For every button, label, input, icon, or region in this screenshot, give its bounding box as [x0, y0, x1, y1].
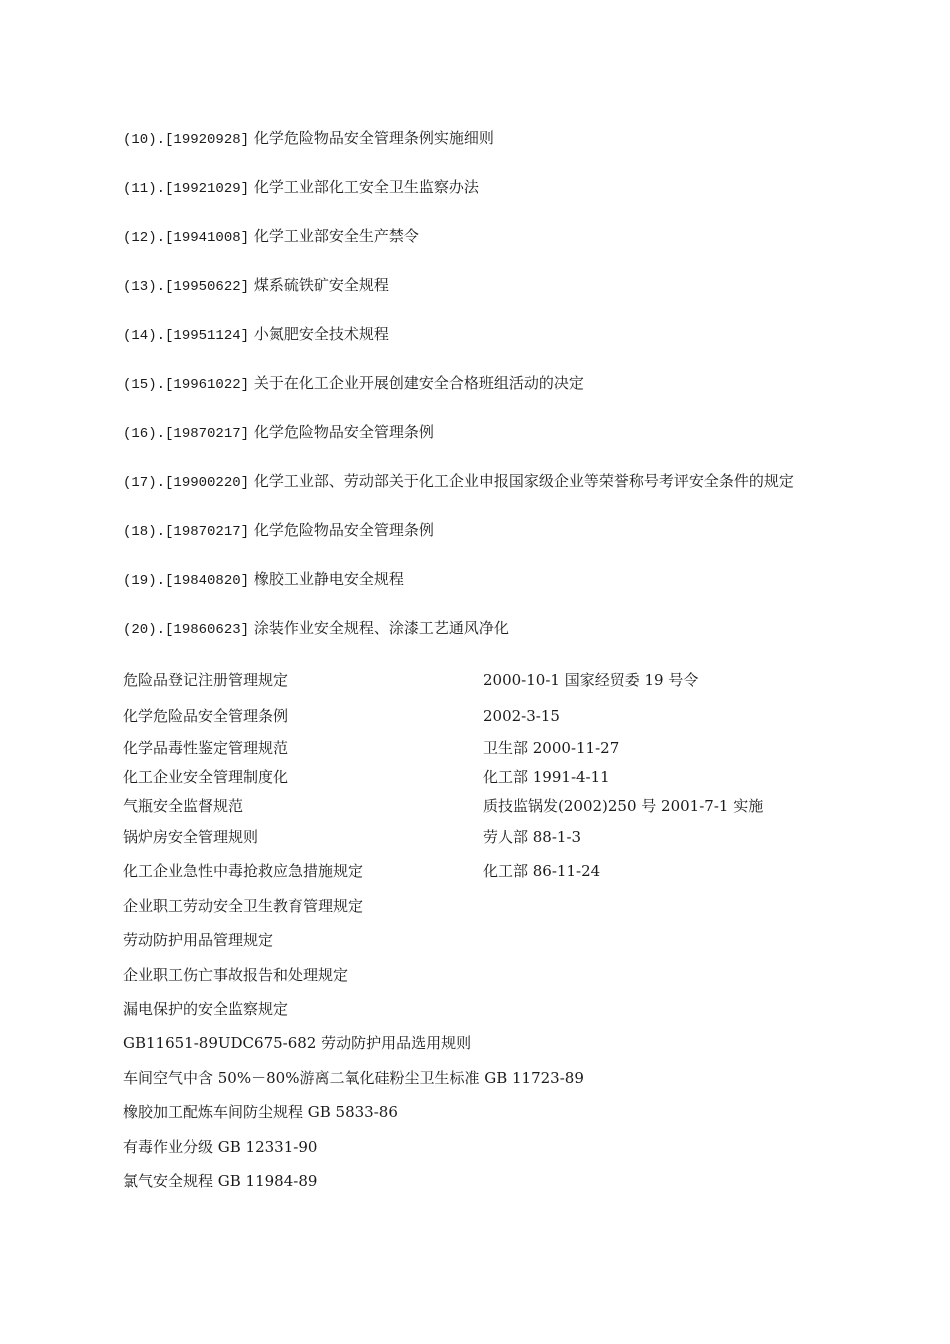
- table-row: [123, 766, 828, 795]
- standard-item: 橡胶加工配炼车间防尘规程 GB 5833-86: [123, 1103, 398, 1121]
- regulation-name: 危险品登记注册管理规定: [123, 671, 289, 689]
- regulation-info: 卫生部 2000-11-27: [483, 739, 620, 757]
- list-item: [123, 469, 828, 495]
- item-code: [19860623]: [165, 622, 250, 638]
- item-code: [19941008]: [165, 230, 250, 246]
- regulation-info: [483, 998, 828, 1032]
- item-title: 化学危险物品安全管理条例实施细则: [253, 129, 494, 147]
- regulation-info: 化工部 1991-4-11: [483, 768, 610, 786]
- item-title: 化学危险物品安全管理条例: [253, 521, 434, 539]
- regulation-info: 劳人部 88-1-3: [483, 828, 582, 846]
- regulation-name: 漏电保护的安全监察规定: [123, 1000, 289, 1018]
- table-row: [123, 998, 828, 1032]
- regulation-name: 化工企业急性中毒抢救应急措施规定: [123, 862, 364, 880]
- regulation-name: 劳动防护用品管理规定: [123, 931, 274, 949]
- item-index: (19).: [123, 573, 166, 589]
- item-title: 煤系硫铁矿安全规程: [253, 276, 389, 294]
- regulation-info: [483, 895, 828, 929]
- item-code: [19870217]: [165, 524, 250, 540]
- regulation-info: 化工部 86-11-24: [483, 862, 601, 880]
- regulation-info: [483, 964, 828, 998]
- item-code: [19870217]: [165, 426, 250, 442]
- item-index: (18).: [123, 524, 166, 540]
- list-item: [123, 322, 828, 348]
- item-index: (16).: [123, 426, 166, 442]
- item-title: 化学工业部化工安全卫生监察办法: [253, 178, 479, 196]
- item-code: [19900220]: [165, 475, 250, 491]
- list-item: [123, 518, 828, 544]
- list-item: [123, 273, 828, 299]
- item-code: [19950622]: [165, 279, 250, 295]
- item-code: [19951124]: [165, 328, 250, 344]
- standard-item: 氯气安全规程 GB 11984-89: [123, 1172, 318, 1190]
- item-index: (17).: [123, 475, 166, 491]
- item-title: 橡胶工业静电安全规程: [253, 570, 404, 588]
- regulation-info: 2000-10-1 国家经贸委 19 号令: [483, 671, 699, 689]
- table-row: [123, 737, 828, 766]
- item-index: (15).: [123, 377, 166, 393]
- list-item: [123, 126, 828, 152]
- regulation-name: 气瓶安全监督规范: [123, 797, 244, 815]
- list-item: [123, 224, 828, 250]
- regulation-info: [483, 929, 828, 964]
- regulation-info: 2002-3-15: [483, 707, 560, 725]
- item-code: [19961022]: [165, 377, 250, 393]
- item-index: (20).: [123, 622, 166, 638]
- item-title: 关于在化工企业开展创建安全合格班组活动的决定: [253, 374, 584, 392]
- item-title: 化学工业部安全生产禁令: [253, 227, 419, 245]
- item-index: (11).: [123, 181, 166, 197]
- item-index: (13).: [123, 279, 166, 295]
- list-item: [123, 371, 828, 397]
- standard-item: 车间空气中含 50%－80%游离二氧化硅粉尘卫生标准 GB 11723-89: [123, 1068, 584, 1087]
- regulation-info: 质技监锅发(2002)250 号 2001-7-1 实施: [483, 797, 764, 815]
- item-title: 涂装作业安全规程、涂漆工艺通风净化: [253, 619, 509, 637]
- item-title: 化学工业部、劳动部关于化工企业申报国家级企业等荣誉称号考评安全条件的规定: [253, 472, 794, 490]
- regulation-name: 化学危险品安全管理条例: [123, 707, 289, 725]
- item-index: (12).: [123, 230, 166, 246]
- table-row: [123, 860, 828, 895]
- item-title: 化学危险物品安全管理条例: [253, 423, 434, 441]
- standard-item: GB11651-89UDC675-682 劳动防护用品选用规则: [123, 1034, 472, 1052]
- table-row: [123, 895, 828, 929]
- table-row: [123, 826, 828, 860]
- table-row: [123, 929, 828, 964]
- regulation-name: 锅炉房安全管理规则: [123, 828, 259, 846]
- table-row: [123, 669, 828, 705]
- list-item: [123, 420, 828, 446]
- table-row: [123, 964, 828, 998]
- table-row: [123, 705, 828, 737]
- numbered-regulation-list: [123, 126, 828, 665]
- item-code: [19921029]: [165, 181, 250, 197]
- item-index: (14).: [123, 328, 166, 344]
- standards-list: [123, 1032, 828, 1205]
- regulation-name: 化工企业安全管理制度化: [123, 768, 289, 786]
- item-index: (10).: [123, 132, 166, 148]
- regulation-table: [123, 669, 828, 1032]
- item-code: [19920928]: [165, 132, 250, 148]
- table-row: [123, 795, 828, 826]
- standard-item: 有毒作业分级 GB 12331-90: [123, 1137, 318, 1156]
- list-item: [123, 175, 828, 201]
- list-item: [123, 616, 828, 642]
- regulation-name: 化学品毒性鉴定管理规范: [123, 739, 289, 757]
- regulation-name: 企业职工伤亡事故报告和处理规定: [123, 966, 349, 984]
- item-code: [19840820]: [165, 573, 250, 589]
- list-item: [123, 567, 828, 593]
- regulation-name: 企业职工劳动安全卫生教育管理规定: [123, 897, 364, 915]
- item-title: 小氮肥安全技术规程: [253, 325, 389, 343]
